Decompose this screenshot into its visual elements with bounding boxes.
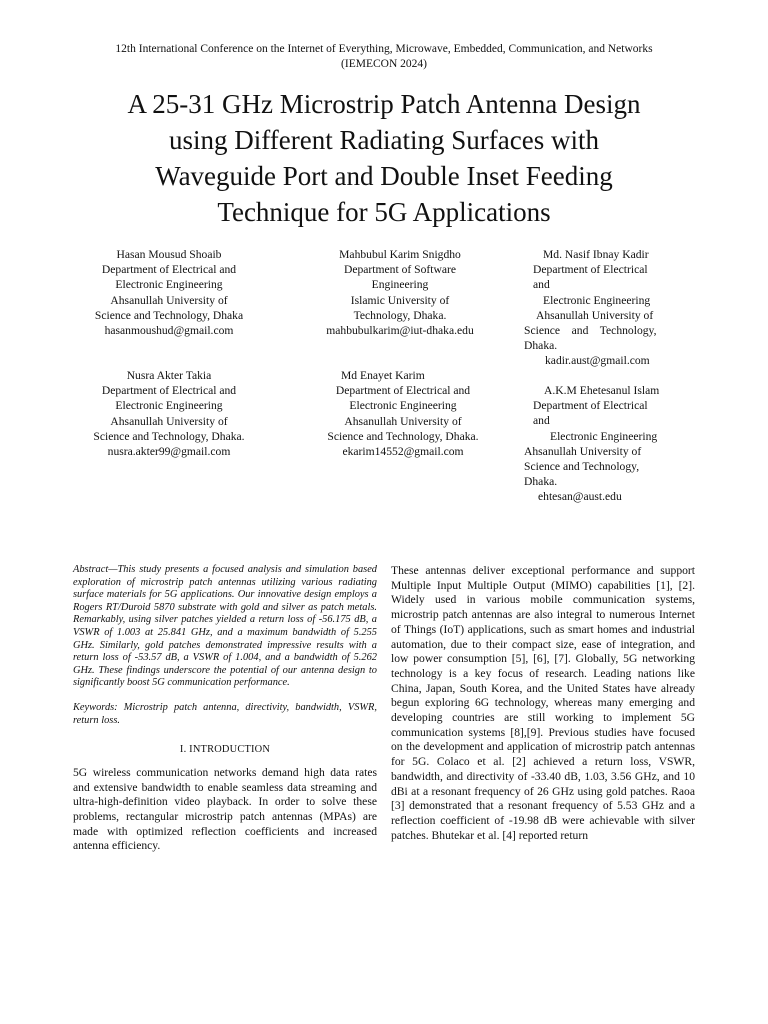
author-affiliation: Department of Electrical and (101, 384, 237, 398)
author-affiliation: Electronic Engineering (550, 429, 658, 443)
author-affiliation: Science and Technology, Dhaka. (327, 429, 479, 443)
author-affiliation: Dhaka. (524, 475, 558, 489)
author-affiliation: Department of Electrical and (101, 263, 237, 277)
author-affiliation: Electronic Engineering (115, 399, 223, 413)
author-affiliation: Electronic Engineering (115, 278, 223, 292)
author-email: ekarim14552@gmail.com (342, 445, 464, 459)
author-block-2 (305, 247, 495, 338)
author-block-3 (524, 247, 684, 369)
author-affiliation: and (533, 414, 550, 428)
author-affiliation: Science and Technology, Dhaka. (93, 429, 245, 443)
author-affiliation: Electronic Engineering (349, 399, 457, 413)
author-affiliation: Dhaka. (524, 339, 558, 353)
author-affiliation: Department of Electrical and (335, 384, 471, 398)
author-name: Md. Nasif Ibnay Kadir (543, 248, 649, 261)
author-email: ehtesan@aust.edu (538, 490, 622, 504)
author-affiliation: Science and Technology, Dhaka (94, 308, 244, 322)
author-email: kadir.aust@gmail.com (545, 354, 650, 368)
author-affiliation: Technology, Dhaka. (353, 308, 447, 322)
author-block-5 (308, 368, 498, 459)
conference-header (60, 42, 708, 72)
author-block-1 (74, 247, 264, 338)
author-affiliation: and (533, 278, 550, 292)
author-name: Md Enayet Karim (341, 369, 425, 382)
author-name: Nusra Akter Takia (126, 369, 212, 382)
author-email: nusra.akter99@gmail.com (107, 445, 231, 459)
author-name: A.K.M Ehetesanul Islam (544, 384, 660, 397)
abstract: Abstract—This study presents a focused analysis and simulation based exploration of microstrip patch antennas utilizing various radiating surface materials for 5G applications. Our innovative design employs a Rogers RT/Duroid 5870 substrate with gold and silver as patch metals. Remarkably, using silver patches yielded a return loss of -56.175 dB, a VSWR of 1.003 at 25.841 GHz, and a maximum bandwidth of 5.255 GHz. Similarly, gold patches demonstrated impressive results with a return loss of -53.57 dB, a VSWR of 1.004, and a bandwidth of 5.262 GHz. These findings underscore the potential of our antenna design to significantly boost 5G communication performance. (73, 564, 377, 689)
author-affiliation: Ahsanullah University of (110, 414, 228, 428)
conference-name: 12th International Conference on the Internet of Everything, Microwave, Embedded, Communication, and Networks (115, 43, 653, 55)
paper-title (40, 86, 728, 230)
keywords: Keywords: Microstrip patch antenna, directivity, bandwidth, VSWR, return loss. (73, 701, 377, 726)
author-affiliation: Islamic University of (350, 293, 450, 307)
author-affiliation: Ahsanullah University of (536, 308, 654, 322)
title-line: using Different Radiating Surfaces with (169, 125, 599, 155)
title-line: Technique for 5G Applications (217, 197, 551, 227)
author-email: hasanmoushud@gmail.com (104, 324, 234, 338)
author-email: mahbubulkarim@iut-dhaka.edu (326, 324, 474, 338)
author-affiliation: Department of Electrical (533, 263, 648, 277)
title-line: Waveguide Port and Double Inset Feeding (155, 161, 613, 191)
title-line: A 25-31 GHz Microstrip Patch Antenna Design (127, 89, 641, 119)
section-heading-introduction: I. INTRODUCTION (179, 744, 271, 756)
author-block-4 (74, 368, 264, 459)
author-block-6 (524, 383, 694, 505)
author-affiliation: Ahsanullah University of (344, 414, 462, 428)
author-affiliation: Department of Electrical (533, 399, 648, 413)
author-name: Mahbubul Karim Snigdho (339, 248, 461, 261)
left-column (73, 564, 377, 854)
author-affiliation: Science and Technology, (524, 460, 640, 474)
introduction-paragraph-continued: These antennas deliver exceptional performance and support Multiple Input Multiple Output (MIMO) capabilities [1], [2]. Widely used in various mobile communication systems, microstrip patch antennas are also integral to numerous Internet of Things (IoT) applications, such as smart homes and industrial automation, due to their compact size, ease of integration, and low power consumption [5], [6], [7]. Globally, 5G networking technology is a key focus of research. Leading nations like China, Japan, South Korea, and the United States have already begun exploring 6G technology, whereas many emerging and developing countries are still working to implement 5G communication systems [8],[9]. Previous studies have focused on the development and application of microstrip patch antennas for 5G. Colaco et al. [2] achieved a return loss, VSWR, bandwidth, and directivity of -33.40 dB, 1.03, 3.56 GHz, and 10 dBi at a resonant frequency of 26 GHz using gold patches. Raoa [3] demonstrated that a resonant frequency of 5.53 GHz and a reflection coefficient of -19.98 dB were achievable with silver patches. Bhutekar et al. [4] reported return (391, 564, 695, 842)
author-affiliation: Department of Software (343, 263, 457, 277)
author-affiliation: Ahsanullah University of (110, 293, 228, 307)
author-affiliation: Electronic Engineering (543, 293, 651, 307)
author-affiliation: Engineering (371, 278, 429, 292)
introduction-paragraph: 5G wireless communication networks demand high data rates and extensive bandwidth to enable seamless data streaming and ultra-high-definition video playback. In order to solve these problems, rectangular microstrip patch antennas (MPAs) are made with optimized reflection coefficients and increased antenna efficiency. (73, 765, 377, 853)
conference-acronym: (IEMECON 2024) (341, 58, 427, 70)
author-name: Hasan Mousud Shoaib (116, 248, 222, 261)
right-column (391, 564, 695, 843)
author-affiliation: Science and Technology, (524, 324, 657, 338)
author-affiliation: Ahsanullah University of (524, 444, 642, 458)
